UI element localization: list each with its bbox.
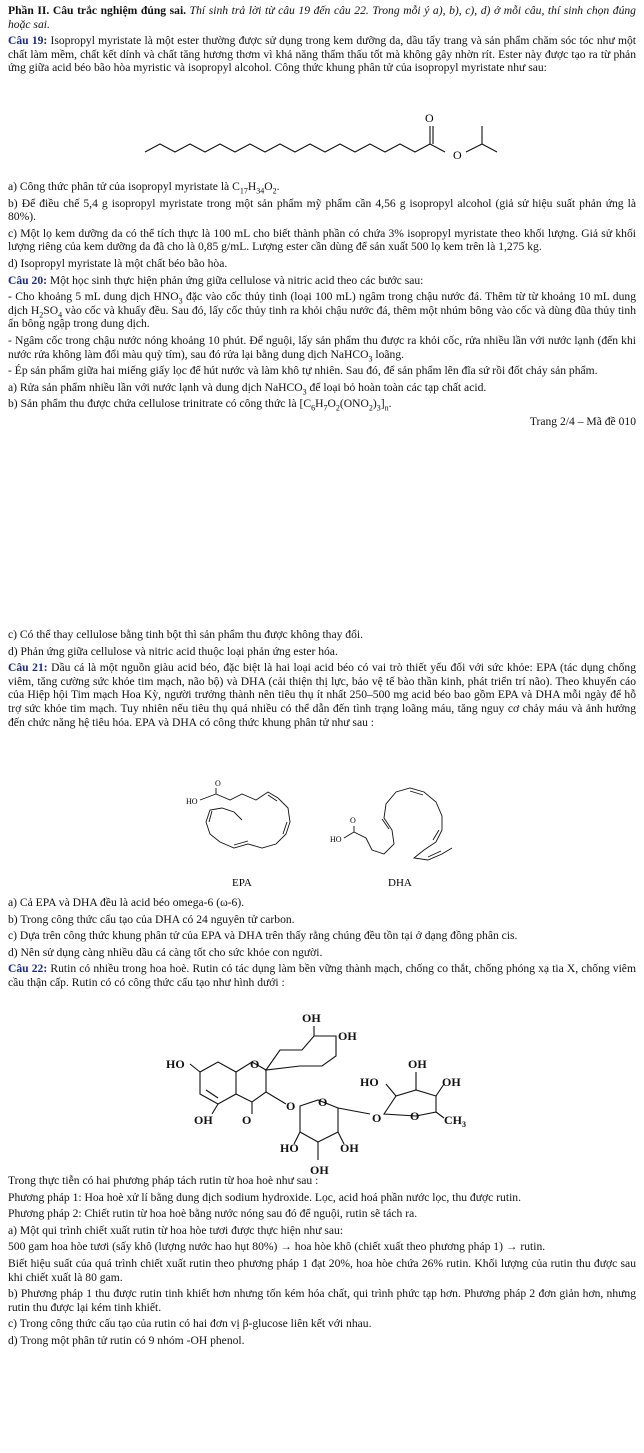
page-bottom (8, 628, 636, 732)
q20-stem: Câu 20: Một học sinh thực hiện phản ứng giữa cellulose và nitric acid theo các bước sau: (8, 273, 424, 287)
mol-O-carbonyl: O (425, 111, 434, 125)
q19-stem-text: Isopropyl myristate là một ester thường được sử dụng trong kem dưỡng da, dầu tẩy trang và sản phẩm chăm sóc tóc như một chất làm mềm, chất kết dính và chất tăng hương thơm vì khả năng thẩm thấu tốt mà không gây nhờn rít. Ester này được tạo ra từ phản ứng giữa acid béo bão hòa myristic và isopropyl alcohol. Công thức khung phân tử của isopropyl myristate như sau: (8, 34, 636, 75)
q20-step3: - Ép sản phẩm giữa hai miếng giấy lọc để hút nước và làm khô tự nhiên. Sau đó, để sản phẩm lên đĩa sứ rồi đốt cháy sản phẩm. (8, 364, 598, 378)
rutin-o-keto: O (242, 1113, 252, 1127)
q19-option-c: c) Một lọ kem dưỡng da có thể tích thực là 100 mL cho biết thành phần có chứa 3% isopropyl myristate theo khối lượng. Giả sử khối lượng riêng của kem dưỡng da đã cho là 0,85 g/mL. Lượng ester cần dùng để sản xuất 500 lọ kem trên là 1,275 kg. (8, 226, 636, 254)
q22-option-a-process: 500 gam hoa hòe tươi (sấy khô (lượng nước hao hụt 80%) → hoa hòe khô (chiết xuất theo phương pháp 1) → rutin. (8, 1240, 546, 1254)
dha-o: O (350, 816, 356, 825)
q22-stem: Câu 22: Rutin có nhiều trong hoa hoè. Rutin có tác dụng làm bền vững thành mạch, chống co thắt, chống phóng xạ tia X, chống viêm cầu thận cấp. Rutin có có công thức cấu tạo như hình dưới : (8, 962, 636, 989)
epa-o: O (215, 779, 221, 788)
q19-option-b: b) Để điều chế 5,4 g isopropyl myristate trong một sản phẩm mỹ phẩm cần 4,56 g isopropyl alcohol (giả sử hiệu suất phản ứng là 80%). (8, 196, 636, 224)
q20-step2: - Ngâm cốc trong chậu nước nóng khoảng 10 phút. Để nguội, lấy sản phẩm thu được ra khỏi cốc, rửa nhiều lần với nước lạnh (đến khi nước rửa không làm đổi màu quỳ tím), sau đó rửa lại bằng dung dịch NaHCO$_3$ loãng. (8, 333, 636, 363)
rutin-ho-3: HO (360, 1075, 379, 1089)
q21-option-a: a) Cả EPA và DHA đều là acid béo omega-6 (ω-6). (8, 896, 245, 909)
rutin-oh-7: OH (442, 1075, 461, 1089)
section-instruction: Thí sinh trả lời từ câu 19 đến câu 22. Trong mỗi ý a), b), c), d) ở mỗi câu, thí sinh chọn đúng hoặc sai. (8, 4, 636, 31)
q22-method-2: Phương pháp 2: Chiết rutin từ hoa hoè bằng nước nóng sau đó để nguội, rutin sẽ tách ra. (8, 1207, 418, 1221)
rutin-o-link1: O (286, 1099, 296, 1113)
q19-option-a: a) Công thức phân tử của isopropyl myristate là $C_{17}H_{34}O_2$. (8, 180, 280, 196)
rutin-ch3: $CH_3$ (444, 1113, 466, 1129)
q20-label: Câu 20: (8, 273, 47, 287)
q21-options (8, 896, 636, 993)
q20-option-d: d) Phản ứng giữa cellulose và nitric acid thuộc loại phản ứng ester hóa. (8, 644, 338, 658)
section-header (8, 4, 636, 31)
rutin-ho-2: HO (280, 1141, 299, 1155)
q22-options (8, 1174, 636, 1351)
epa-label: EPA (232, 877, 252, 889)
dha-ho: HO (330, 835, 342, 844)
rutin-oh-2: OH (338, 1029, 357, 1043)
dha-label: DHA (388, 877, 412, 889)
q19-label: Câu 19: (8, 34, 48, 48)
q19-option-d: d) Isopropyl myristate là một chất béo bão hòa. (8, 256, 228, 270)
q22-option-b: b) Phương pháp 1 thu được rutin tinh khiết hơn nhưng tốn kém hóa chất, qui trình phức tạp hơn. Phương pháp 2 đơn giản hơn, nhưng rutin thu được lại kém tinh khiết. (8, 1287, 636, 1314)
rutin-oh-3: OH (194, 1113, 213, 1127)
q20-option-c: c) Có thể thay cellulose bằng tinh bột thì sản phẩm thu được không thay đổi. (8, 628, 364, 641)
q21-option-b: b) Trong công thức cấu tạo của DHA có 24 nguyên tử carbon. (8, 912, 295, 926)
q22-intro: Trong thực tiễn có hai phương pháp tách rutin từ hoa hoè như sau : (8, 1174, 319, 1187)
q22-label: Câu 22: (8, 962, 48, 976)
q19-options (8, 180, 636, 429)
rutin-oh-6: OH (408, 1057, 427, 1071)
section-title: Phần II. Câu trắc nghiệm đúng sai. (8, 4, 187, 17)
q19-stem (8, 34, 636, 75)
rutin-o-rha: O (410, 1109, 420, 1123)
rutin-o-glc: O (318, 1095, 328, 1109)
isopropyl-myristate-structure (140, 108, 540, 170)
epa-dha-structures (180, 778, 470, 893)
q20-step1: - Cho khoảng 5 mL dung dịch $HNO_3$ đặc vào cốc thủy tinh (loại 100 mL) ngâm trong chậu nước đá. Thêm từ từ khoảng 10 mL dung dịch $H_2SO_4$ vào cốc và khuấy đều. Sau đó, lấy cốc thủy tinh ra khỏi chậu nước đá, thêm một nhúm bông vào cốc và dùng đũa thủy tinh ấn bông ngập trong dung dịch. (8, 290, 636, 331)
page-top (8, 4, 636, 78)
q20-option-a: a) Rửa sản phẩm nhiều lần với nước lạnh và dung dịch NaHCO$_3$ để loại bỏ hoàn toàn các tạp chất acid. (8, 380, 487, 397)
epa-ho: HO (186, 797, 198, 806)
rutin-oh-5: OH (310, 1163, 329, 1177)
rutin-ho-1: HO (166, 1057, 185, 1071)
q22-option-a: a) Một qui trình chiết xuất rutin từ hoa hòe tươi được thực hiện như sau: (8, 1223, 344, 1237)
q21-label: Câu 21: (8, 661, 48, 675)
q22-option-a-detail: Biết hiệu suất của quá trình chiết xuất rutin theo phương pháp 1 đạt 20%, hoa hòe chứa 26% rutin. Khối lượng của rutin thu được sau khi chiết xuất là 80 gam. (8, 1256, 636, 1284)
rutin-o-ring: O (250, 1057, 260, 1071)
q21-option-c: c) Dựa trên công thức khung phân tử của EPA và DHA trên thấy rằng chúng đều tồn tại ở dạng đồng phân cis. (8, 929, 518, 943)
rutin-oh-1: OH (302, 1011, 321, 1025)
q22-method-1: Phương pháp 1: Hoa hoè xử lí bằng dung dịch sodium hydroxide. Lọc, acid hoá phần nước lọc, thu được rutin. (8, 1190, 521, 1204)
q21-option-d: d) Nên sử dụng càng nhiều dầu cá càng tốt cho sức khỏe con người. (8, 945, 323, 959)
q21-stem: Câu 21: Dầu cá là một nguồn giàu acid béo, đặc biệt là hai loại acid béo có vai trò thiết yếu đối với sức khỏe: EPA (tác dụng chống viêm, tăng cường sức khỏe tim mạch, não bộ) và DHA (cải thiện thị lực, bảo vệ tế bào thần kinh, phát triển trí não). Theo khuyến cáo của Hiệp hội Tim mạch Hoa Kỳ, người trưởng thành nên tiêu thụ ít nhất 250–500 mg acid béo bao gồm EPA và DHA mỗi ngày để hỗ trợ sức khỏe tim mạch. Tuy nhiên nếu tiêu thụ quá nhiều có thể dẫn đến tình trạng loãng máu, tăng nguy cơ chảy máu và ảnh hưởng đến chức năng hệ tiêu hóa. EPA và DHA có công thức khung phân tử như sau : (8, 661, 636, 729)
mol-O-ester: O (453, 148, 462, 162)
rutin-o-link2: O (372, 1111, 382, 1125)
rutin-structure (160, 1010, 520, 1178)
q20-option-b: b) Sản phẩm thu được chứa cellulose trinitrate có công thức là $[C_6H_7O_2(ONO_2)_3]_n$. (8, 397, 392, 413)
q22-option-d: d) Trong một phân tử rutin có 9 nhóm -OH phenol. (8, 1333, 245, 1347)
page-footer: Trang 2/4 – Mã đề 010 (529, 414, 636, 428)
rutin-oh-4: OH (340, 1141, 359, 1155)
q22-option-c: c) Trong công thức cấu tạo của rutin có hai đơn vị β-glucose liên kết với nhau. (8, 1317, 372, 1331)
